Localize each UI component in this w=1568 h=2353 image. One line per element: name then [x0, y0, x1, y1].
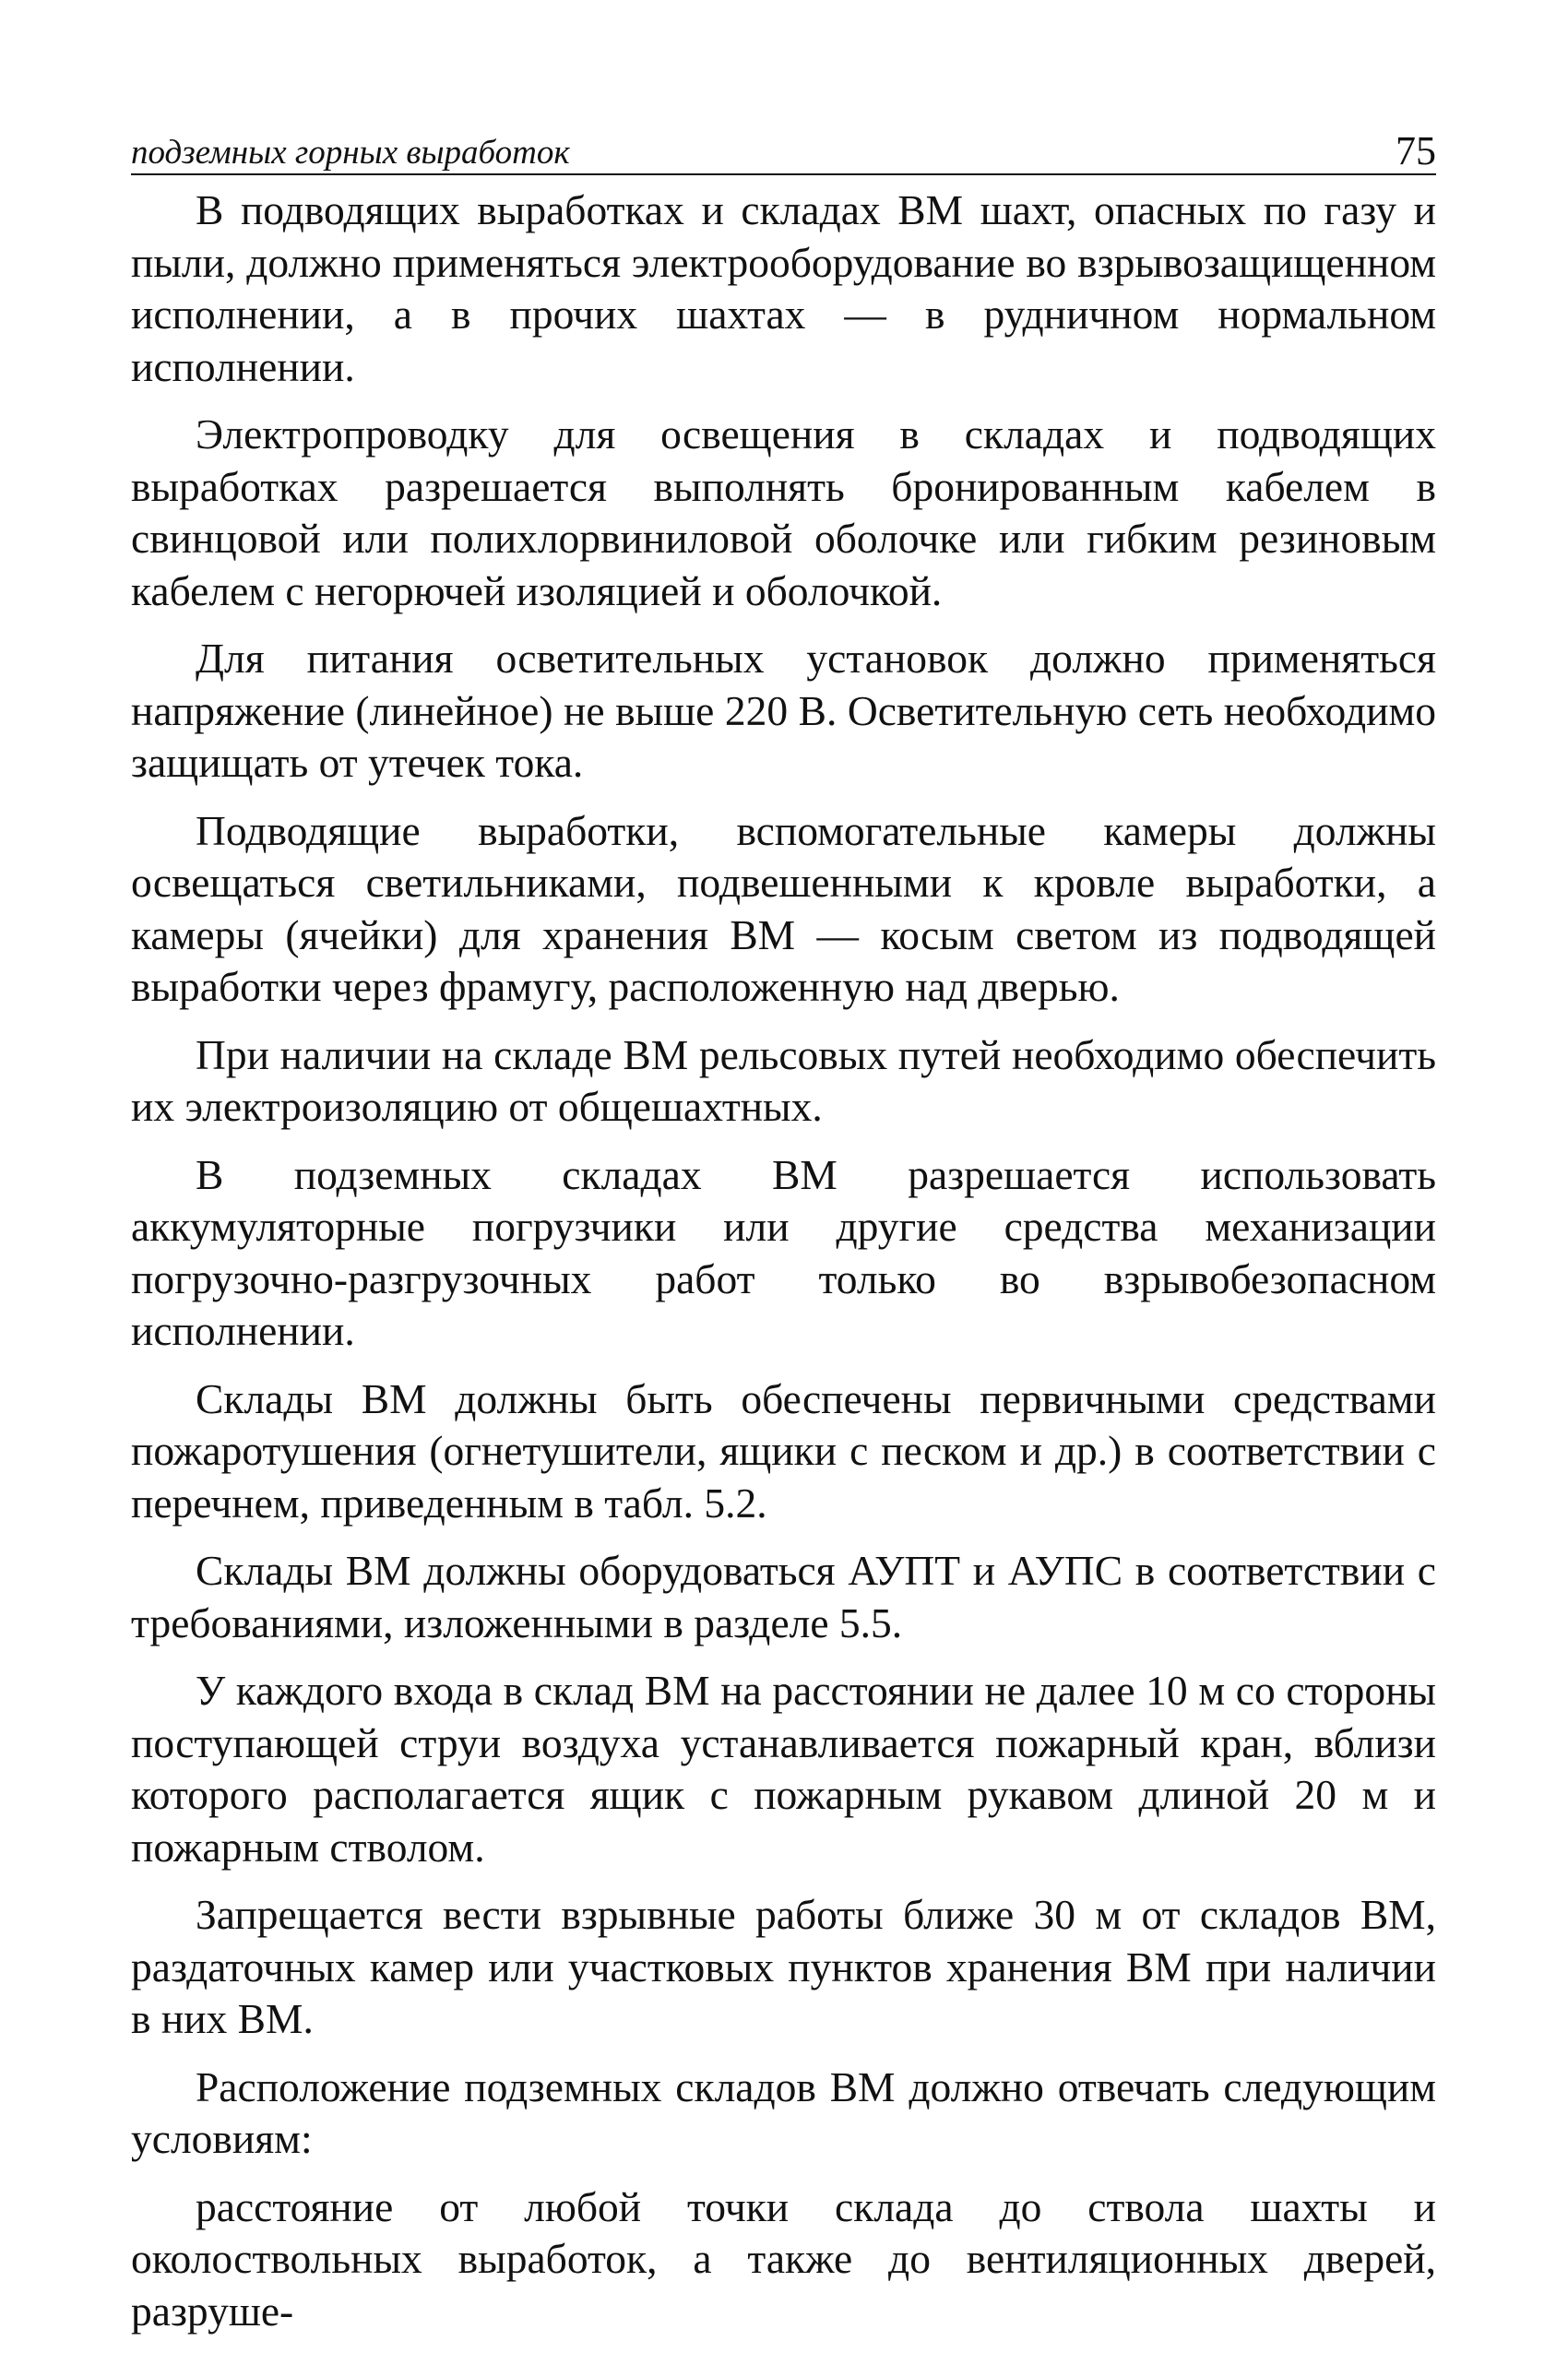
paragraph: У каждого входа в склад ВМ на расстоянии не далее 10 м со стороны поступающей струи воздуха устанавливается пожарный кран, вблизи которого располагается ящик с пожарным рукавом длиной 20 м и пожарным стволом. — [131, 1667, 1436, 1871]
paragraph: Расположение подземных складов ВМ должно отвечать следующим условиям: — [131, 2062, 1436, 2162]
page-number: 75 — [1396, 128, 1436, 173]
running-title: подземных горных выработок — [131, 134, 570, 172]
paragraph: При наличии на складе ВМ рельсовых путей необходимо обеспечить их электроизоляцию от общешахтных. — [131, 1030, 1436, 1130]
body-text — [131, 184, 1436, 2353]
paragraph: Подводящие выработки, вспомогательные камеры должны освещаться светильниками, подвешенными к кровле выработки, а камеры (ячейки) для хранения ВМ — косым светом из подводящей выработки через фрамугу, расположенную над дверью. — [131, 806, 1436, 1010]
paragraph: В подводящих выработках и складах ВМ шахт, опасных по газу и пыли, должно применяться электрооборудование во взрывозащищенном исполнении, а в прочих шахтах — в рудничном нормальном исполнении. — [131, 186, 1436, 390]
paragraph: Склады ВМ должны оборудоваться АУПТ и АУПС в соответствии с требованиями, изложенными в разделе 5.5. — [131, 1547, 1436, 1646]
paragraph: Склады ВМ должны быть обеспечены первичными средствами пожаротушения (огнетушители, ящики с песком и др.) в соответствии с перечнем, приведенным в табл. 5.2. — [131, 1374, 1436, 1527]
paragraph: расстояние от любой точки склада до ствола шахты и околоствольных выработок, а также до вентиляционных дверей, разруше- — [131, 2182, 1436, 2335]
paragraph: Электропроводку для освещения в складах и подводящих выработках разрешается выполнять бронированным кабелем в свинцовой или полихлорвиниловой оболочке или гибким резиновым кабелем с негорючей изоляцией и оболочкой. — [131, 410, 1436, 614]
running-header — [131, 129, 1436, 175]
paragraph: В подземных складах ВМ разрешается использовать аккумуляторные погрузчики или другие средства механизации погрузочно-разгрузочных работ только во взрывобезопасном исполнении. — [131, 1150, 1436, 1354]
paragraph: Запрещается вести взрывные работы ближе 30 м от складов ВМ, раздаточных камер или участковых пунктов хранения ВМ при наличии в них ВМ. — [131, 1891, 1436, 2042]
paragraph: Для питания осветительных установок должно применяться напряжение (линейное) не выше 220 В. Осветительную сеть необходимо защищать от утечек тока. — [131, 635, 1436, 786]
